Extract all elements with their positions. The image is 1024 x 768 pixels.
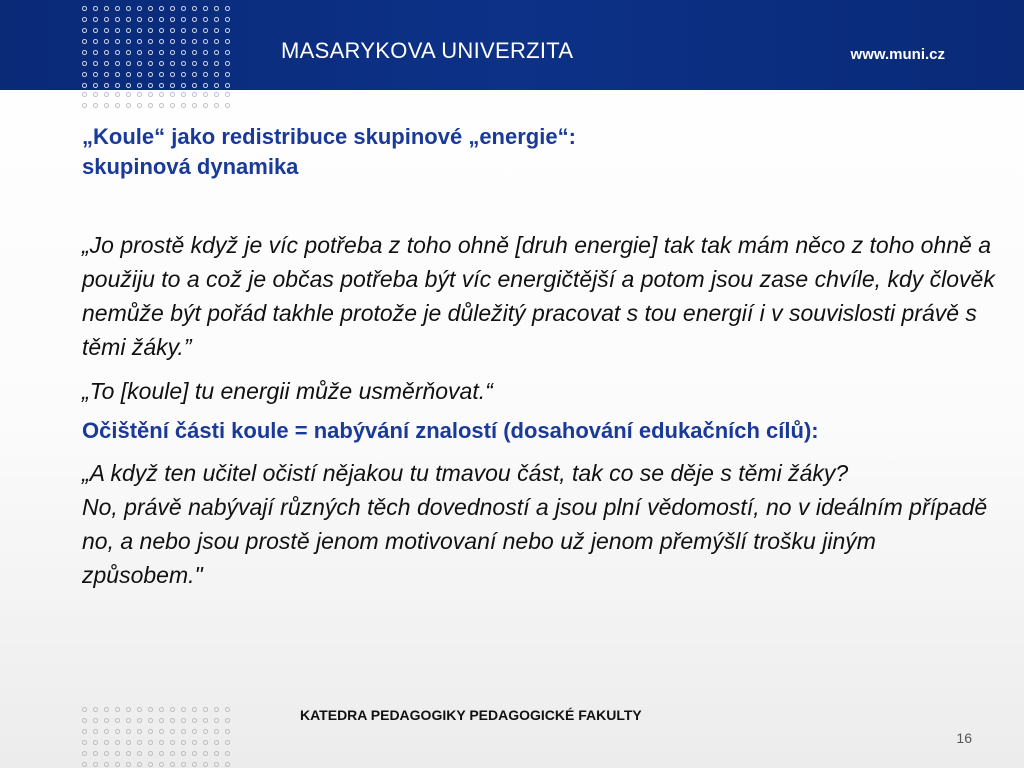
subheading-knowledge: Očištění části koule = nabývání znalostí (dosahování edukačních cílů): (82, 418, 819, 443)
slide-title-line1: „Koule“ jako redistribuce skupinové „energie“: (82, 124, 576, 149)
dot-pattern-top (79, 3, 233, 102)
dot-pattern-top-fade (79, 90, 233, 110)
slide-title-line2: skupinová dynamika (82, 154, 299, 179)
quote-fire-energy: „Jo prostě když je víc potřeba z toho ohně [druh energie] tak tak mám něco z toho ohně a použiju to a což je občas potřeba být víc energičtější a potom jsou zase chvíle, kdy člověk nemůže být pořád takhle protože je důležitý pracovat s tou energií i v souvislosti právě s těmi žáky.” (82, 232, 995, 360)
header-banner (0, 0, 1024, 90)
quote-teacher-line1: „A když ten učitel očistí nějakou tu tmavou část, tak co se děje s těmi žáky? (82, 460, 849, 486)
university-name: MASARYKOVA UNIVERZITA (281, 38, 574, 63)
quote-teacher-line2: No, právě nabývají různých těch dovedností a jsou plní vědomostí, no v ideálním případě no, a nebo jsou prostě jenom motivovaní nebo už jenom přemýšlí trošku jiným způsobem." (82, 494, 988, 588)
quote-ball-energy: „To [koule] tu energii může usměrňovat.“ (82, 378, 493, 404)
page-number: 16 (956, 730, 972, 746)
dot-pattern-bottom (79, 704, 233, 768)
university-url[interactable]: www.muni.cz (850, 46, 945, 63)
footer-department: KATEDRA PEDAGOGIKY PEDAGOGICKÉ FAKULTY (300, 707, 642, 723)
slide-content (82, 122, 1002, 592)
